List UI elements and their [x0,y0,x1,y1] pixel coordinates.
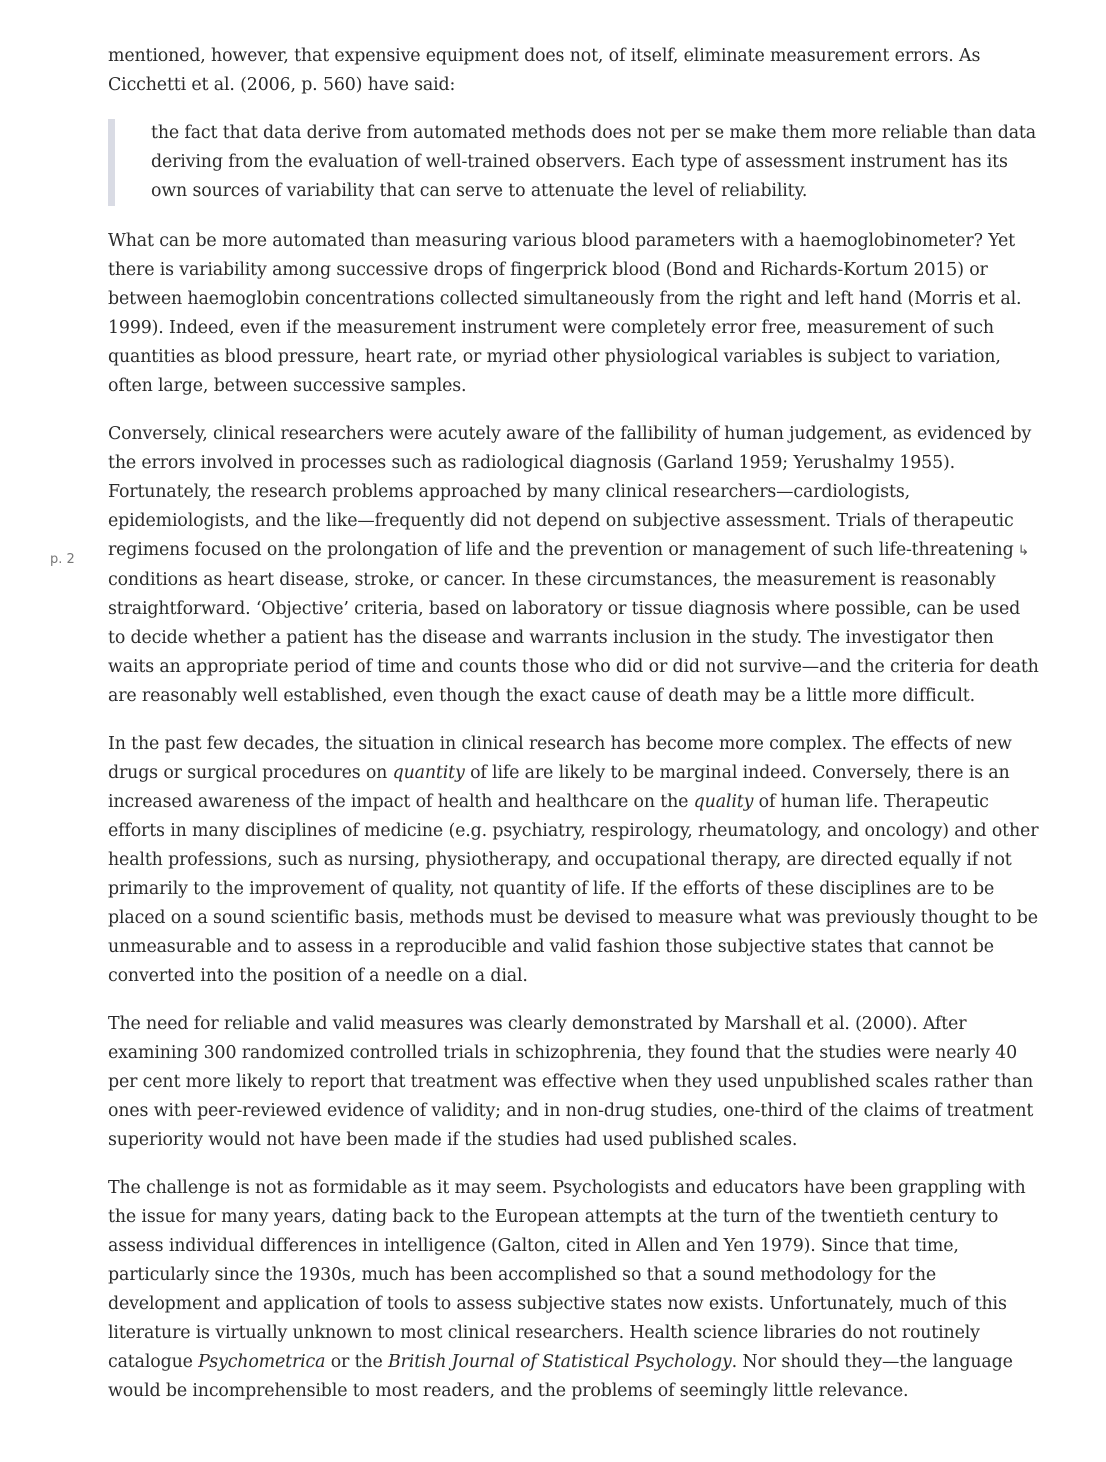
paragraph-3 [108,420,1040,711]
paragraph-4-text-b: of life are likely to be marginal indeed. Conversely, there is an increased awareness of the impact of health and healthcare on the [108,763,1010,812]
page-break-return-icon: ↳ [1017,543,1030,559]
emphasis-quality: quality [693,792,754,812]
block-quote [108,119,1040,206]
paragraph-6-text-a: The challenge is not as formidable as it may seem. Psychologists and educators have been grappling with the issue for many years, dating back to the European attempts at the turn of the twentieth century to assess individual differences in intelligence (Galton, cited in Allen and Yen 1979). Since that time, particularly since the 1930s, much has been accomplished so that a sound methodology for the development and application of tools to assess subjective states now exists. Unfortunately, much of this literature is virtually unknown to most clinical researchers. Health science libraries do not routinely catalogue [108,1178,1026,1372]
paragraph-4-text-c: of human life. Therapeutic efforts in many disciplines of medicine (e.g. psychiatry, respirology, rheumatology, and oncology) and other health professions, such as nursing, physiotherapy, and occupational therapy, are directed equally if not primarily to the improvement of quality, not quantity of life. If the efforts of these disciplines are to be placed on a sound scientific basis, methods must be devised to measure what was previously thought to be unmeasurable and to assess in a reproducible and valid fashion those subjective states that cannot be converted into the position of a needle on a dial. [108,792,1039,986]
block-quote-text: the fact that data derive from automated methods does not per se make them more reliable than data deriving from the evaluation of well-trained observers. Each type of assessment instrument has its own sources of variability that can serve to attenuate the level of reliability. [151,123,1036,201]
journal-title-psychometrica: Psychometrica [198,1352,326,1372]
paragraph-6-text-c: . Nor should they—the language would be incomprehensible to most readers, and the problems of seemingly little relevance. [108,1352,1013,1401]
paragraph-6-text-b: or the [325,1352,389,1372]
paragraph-1: mentioned, however, that expensive equipment does not, of itself, eliminate measurement errors. As Cicchetti et al. (2006, p. 560) have said: [108,46,981,95]
paragraph-4-text-a: In the past few decades, the situation in clinical research has become more complex. The effects of new drugs or surgical procedures on [108,734,1012,783]
paragraph-5: The need for reliable and valid measures was clearly demonstrated by Marshall et al. (2000). After examining 300 randomized controlled trials in schizophrenia, they found that the studies were nearly 40 per cent more likely to report that treatment was effective when they used unpublished scales rather than ones with peer-reviewed evidence of validity; and in non-drug studies, one-third of the claims of treatment superiority would not have been made if the studies had used published scales. [108,1014,1034,1150]
paragraph-3-text-b: conditions as heart disease, stroke, or cancer. In these circumstances, the measurement is reasonably straightforward. ‘Objective’ criteria, based on laboratory or tissue diagnosis where possible, can be used to decide whether a patient has the disease and warrants inclusion in the study. The investigator then waits an appropriate period of time and counts those who did or did not survive—and the criteria for death are reasonably well established, even though the exact cause of death may be a little more difficult. [108,570,1039,706]
document-body [108,42,1040,1425]
paragraph-4 [108,730,1040,991]
paragraph-3-text-a: Conversely, clinical researchers were acutely aware of the fallibility of human judgement, as evidenced by the errors involved in processes such as radiological diagnosis (Garland 1959; Yerushalmy 1955). Fortunately, the research problems approached by many clinical researchers—cardiologists, epidemiologists, and the like—frequently did not depend on subjective assessment. Trials of therapeutic regimens focused on the prolongation of life and the prevention or management of such life-threatening [108,424,1032,560]
paragraph-2: What can be more automated than measuring various blood parameters with a haemoglobinometer? Yet there is variability among successive drops of fingerprick blood (Bond and Richards-Kortum 2015) or between haemoglobin concentrations collected simultaneously from the right and left hand (Morris et al. 1999). Indeed, even if the measurement instrument were completely error free, measurement of such quantities as blood pressure, heart rate, or myriad other physiological variables is subject to variation, often large, between successive samples. [108,231,1022,396]
page-number-marker: p. 2 [50,552,75,567]
journal-title-british-journal: British Journal of Statistical Psychology [388,1352,732,1372]
paragraph-6 [108,1174,1040,1406]
emphasis-quantity: quantity [392,763,465,783]
